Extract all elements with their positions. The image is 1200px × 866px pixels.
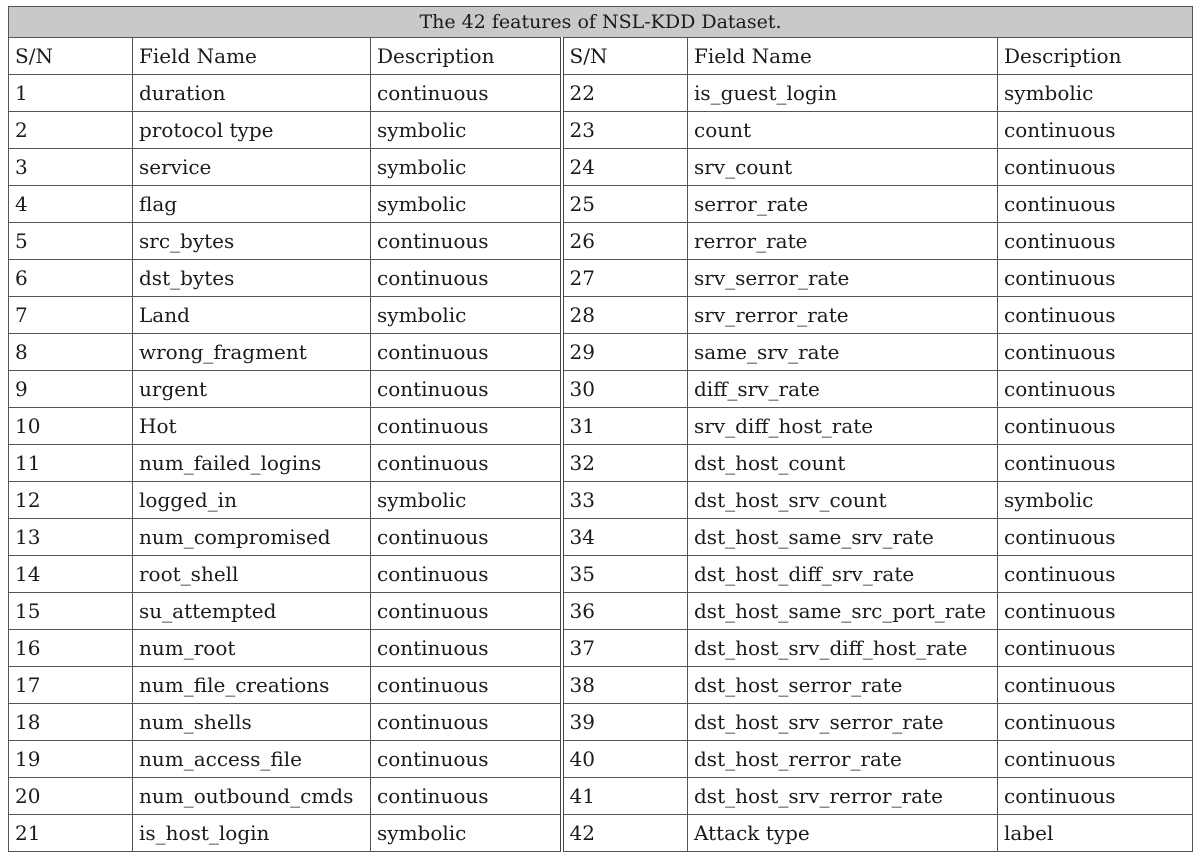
cell-description-left: continuous <box>371 704 562 741</box>
cell-field-name-left: duration <box>133 75 371 112</box>
cell-description-right: continuous <box>998 519 1193 556</box>
cell-sn-left: 21 <box>9 815 133 852</box>
table-row <box>9 445 1193 482</box>
cell-field-name-right: Attack type <box>688 815 998 852</box>
cell-sn-left: 15 <box>9 593 133 630</box>
cell-description-left: continuous <box>371 445 562 482</box>
cell-sn-right: 36 <box>562 593 688 630</box>
cell-description-left: continuous <box>371 593 562 630</box>
cell-field-name-left: wrong_fragment <box>133 334 371 371</box>
cell-description-left: continuous <box>371 408 562 445</box>
cell-description-right: continuous <box>998 408 1193 445</box>
cell-description-right: continuous <box>998 445 1193 482</box>
cell-description-left: symbolic <box>371 186 562 223</box>
cell-field-name-right: serror_rate <box>688 186 998 223</box>
cell-field-name-left: urgent <box>133 371 371 408</box>
cell-sn-left: 14 <box>9 556 133 593</box>
cell-sn-left: 11 <box>9 445 133 482</box>
cell-description-left: symbolic <box>371 112 562 149</box>
cell-sn-right: 22 <box>562 75 688 112</box>
features-table-container <box>8 6 1192 852</box>
cell-field-name-right: dst_host_count <box>688 445 998 482</box>
cell-field-name-left: protocol type <box>133 112 371 149</box>
cell-sn-right: 33 <box>562 482 688 519</box>
cell-description-left: continuous <box>371 371 562 408</box>
cell-field-name-left: num_file_creations <box>133 667 371 704</box>
cell-field-name-left: src_bytes <box>133 223 371 260</box>
cell-sn-right: 42 <box>562 815 688 852</box>
cell-sn-left: 10 <box>9 408 133 445</box>
cell-field-name-right: count <box>688 112 998 149</box>
cell-field-name-left: root_shell <box>133 556 371 593</box>
table-row <box>9 75 1193 112</box>
cell-description-left: continuous <box>371 223 562 260</box>
cell-description-left: continuous <box>371 778 562 815</box>
cell-description-right: continuous <box>998 741 1193 778</box>
cell-field-name-right: is_guest_login <box>688 75 998 112</box>
table-row <box>9 741 1193 778</box>
cell-sn-left: 13 <box>9 519 133 556</box>
cell-field-name-right: srv_count <box>688 149 998 186</box>
cell-field-name-left: su_attempted <box>133 593 371 630</box>
table-row <box>9 112 1193 149</box>
table-row <box>9 482 1193 519</box>
cell-description-right: continuous <box>998 112 1193 149</box>
cell-sn-left: 6 <box>9 260 133 297</box>
cell-sn-right: 28 <box>562 297 688 334</box>
cell-description-left: continuous <box>371 334 562 371</box>
cell-sn-right: 26 <box>562 223 688 260</box>
cell-description-left: symbolic <box>371 297 562 334</box>
table-row <box>9 223 1193 260</box>
cell-description-left: symbolic <box>371 482 562 519</box>
table-caption-row <box>9 7 1193 38</box>
cell-field-name-right: dst_host_rerror_rate <box>688 741 998 778</box>
cell-sn-left: 4 <box>9 186 133 223</box>
cell-description-right: continuous <box>998 630 1193 667</box>
cell-description-right: continuous <box>998 186 1193 223</box>
cell-field-name-right: same_srv_rate <box>688 334 998 371</box>
table-row <box>9 334 1193 371</box>
cell-description-right: continuous <box>998 593 1193 630</box>
cell-field-name-left: is_host_login <box>133 815 371 852</box>
cell-field-name-right: dst_host_srv_serror_rate <box>688 704 998 741</box>
cell-description-left: continuous <box>371 556 562 593</box>
table-row <box>9 630 1193 667</box>
cell-field-name-right: dst_host_same_srv_rate <box>688 519 998 556</box>
table-caption: The 42 features of NSL-KDD Dataset. <box>9 7 1193 38</box>
cell-field-name-right: dst_host_srv_rerror_rate <box>688 778 998 815</box>
cell-sn-right: 25 <box>562 186 688 223</box>
cell-field-name-right: srv_rerror_rate <box>688 297 998 334</box>
header-field-name-right: Field Name <box>688 38 998 75</box>
cell-sn-left: 7 <box>9 297 133 334</box>
cell-sn-right: 23 <box>562 112 688 149</box>
cell-sn-right: 38 <box>562 667 688 704</box>
cell-sn-left: 17 <box>9 667 133 704</box>
cell-description-right: continuous <box>998 778 1193 815</box>
cell-field-name-left: Hot <box>133 408 371 445</box>
cell-sn-right: 32 <box>562 445 688 482</box>
cell-sn-left: 19 <box>9 741 133 778</box>
cell-sn-right: 24 <box>562 149 688 186</box>
cell-description-left: continuous <box>371 75 562 112</box>
cell-sn-right: 35 <box>562 556 688 593</box>
table-header-row <box>9 38 1193 75</box>
cell-description-right: continuous <box>998 704 1193 741</box>
cell-description-left: symbolic <box>371 149 562 186</box>
table-body <box>9 75 1193 852</box>
cell-sn-right: 29 <box>562 334 688 371</box>
cell-sn-left: 8 <box>9 334 133 371</box>
cell-field-name-left: num_shells <box>133 704 371 741</box>
cell-sn-right: 27 <box>562 260 688 297</box>
header-description-left: Description <box>371 38 562 75</box>
header-description-right: Description <box>998 38 1193 75</box>
cell-field-name-right: rerror_rate <box>688 223 998 260</box>
cell-description-left: continuous <box>371 667 562 704</box>
cell-description-right: continuous <box>998 223 1193 260</box>
cell-description-right: continuous <box>998 556 1193 593</box>
table-row <box>9 593 1193 630</box>
cell-sn-right: 34 <box>562 519 688 556</box>
cell-field-name-left: num_root <box>133 630 371 667</box>
cell-field-name-right: dst_host_diff_srv_rate <box>688 556 998 593</box>
cell-field-name-right: srv_diff_host_rate <box>688 408 998 445</box>
cell-field-name-left: logged_in <box>133 482 371 519</box>
cell-sn-left: 1 <box>9 75 133 112</box>
cell-sn-left: 9 <box>9 371 133 408</box>
cell-sn-right: 39 <box>562 704 688 741</box>
cell-sn-left: 12 <box>9 482 133 519</box>
header-sn-left: S/N <box>9 38 133 75</box>
cell-sn-left: 16 <box>9 630 133 667</box>
cell-description-left: symbolic <box>371 815 562 852</box>
features-table <box>8 6 1193 852</box>
cell-field-name-right: dst_host_same_src_port_rate <box>688 593 998 630</box>
cell-description-right: symbolic <box>998 482 1193 519</box>
cell-description-right: continuous <box>998 297 1193 334</box>
table-row <box>9 704 1193 741</box>
cell-field-name-left: num_outbound_cmds <box>133 778 371 815</box>
cell-field-name-right: srv_serror_rate <box>688 260 998 297</box>
cell-description-right: symbolic <box>998 75 1193 112</box>
header-field-name-left: Field Name <box>133 38 371 75</box>
cell-sn-right: 31 <box>562 408 688 445</box>
cell-field-name-left: num_compromised <box>133 519 371 556</box>
cell-description-right: continuous <box>998 149 1193 186</box>
cell-field-name-right: dst_host_serror_rate <box>688 667 998 704</box>
table-row <box>9 556 1193 593</box>
cell-description-right: continuous <box>998 260 1193 297</box>
cell-field-name-right: dst_host_srv_diff_host_rate <box>688 630 998 667</box>
cell-field-name-left: num_access_file <box>133 741 371 778</box>
cell-field-name-left: dst_bytes <box>133 260 371 297</box>
header-sn-right: S/N <box>562 38 688 75</box>
cell-sn-right: 40 <box>562 741 688 778</box>
cell-description-left: continuous <box>371 741 562 778</box>
cell-description-right: continuous <box>998 371 1193 408</box>
cell-description-left: continuous <box>371 260 562 297</box>
table-row <box>9 297 1193 334</box>
cell-description-left: continuous <box>371 519 562 556</box>
cell-field-name-left: service <box>133 149 371 186</box>
cell-field-name-right: diff_srv_rate <box>688 371 998 408</box>
table-row <box>9 260 1193 297</box>
cell-sn-left: 5 <box>9 223 133 260</box>
cell-description-left: continuous <box>371 630 562 667</box>
cell-field-name-left: flag <box>133 186 371 223</box>
cell-sn-left: 3 <box>9 149 133 186</box>
table-row <box>9 519 1193 556</box>
table-row <box>9 667 1193 704</box>
cell-description-right: continuous <box>998 334 1193 371</box>
table-row <box>9 371 1193 408</box>
table-row <box>9 815 1193 852</box>
table-row <box>9 408 1193 445</box>
cell-sn-right: 30 <box>562 371 688 408</box>
cell-sn-right: 37 <box>562 630 688 667</box>
cell-field-name-right: dst_host_srv_count <box>688 482 998 519</box>
table-row <box>9 186 1193 223</box>
cell-sn-left: 2 <box>9 112 133 149</box>
cell-field-name-left: Land <box>133 297 371 334</box>
table-row <box>9 149 1193 186</box>
cell-sn-right: 41 <box>562 778 688 815</box>
cell-sn-left: 20 <box>9 778 133 815</box>
table-row <box>9 778 1193 815</box>
cell-field-name-left: num_failed_logins <box>133 445 371 482</box>
cell-sn-left: 18 <box>9 704 133 741</box>
cell-description-right: label <box>998 815 1193 852</box>
cell-description-right: continuous <box>998 667 1193 704</box>
